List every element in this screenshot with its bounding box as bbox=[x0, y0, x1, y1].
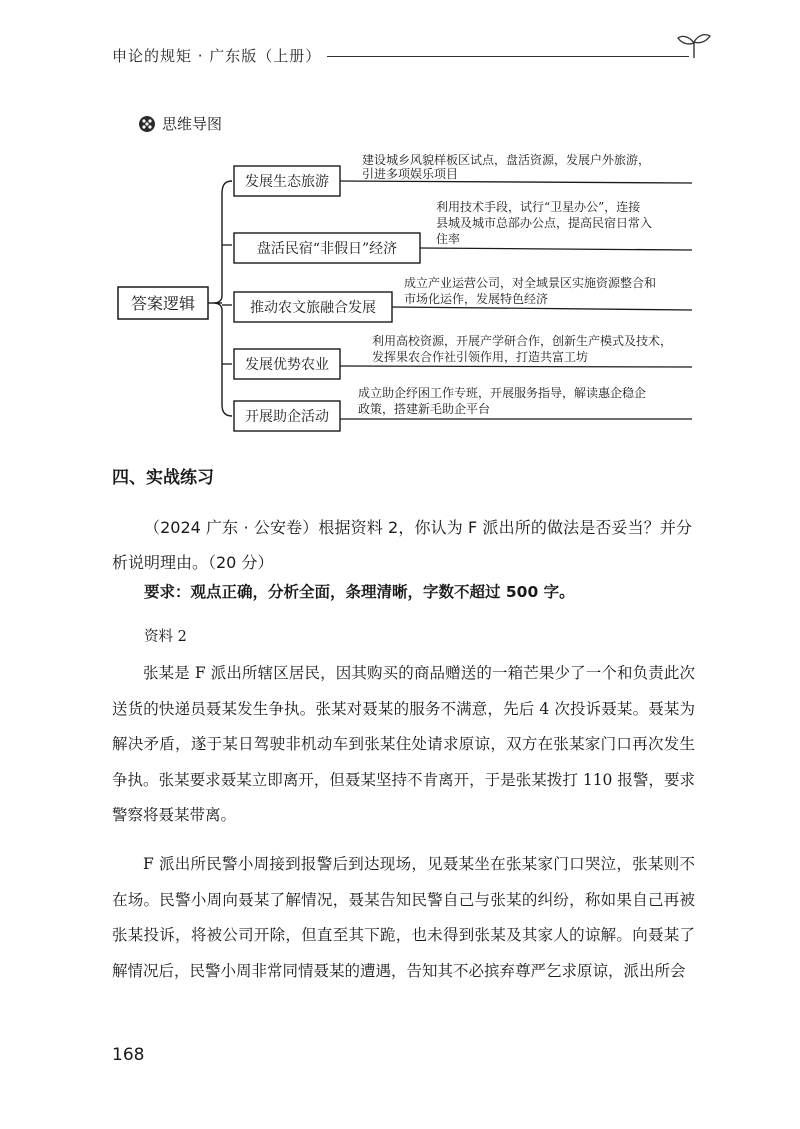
branch-note-line: 成立产业运营公司，对全域景区实施资源整合和 bbox=[404, 276, 657, 290]
branch-label: 发展生态旅游 bbox=[245, 174, 329, 190]
branch-label: 推动农文旅融合发展 bbox=[250, 300, 376, 316]
material-label: 资料 2 bbox=[144, 629, 187, 645]
mindmap-heading-text: 思维导图 bbox=[162, 115, 223, 133]
branch-4 bbox=[234, 333, 692, 379]
branch-3 bbox=[234, 275, 692, 322]
branch-5 bbox=[234, 385, 692, 431]
branch-note-line: 市场化运作，发展特色经济 bbox=[404, 292, 549, 306]
requirement-text: 要求：观点正确，分析全面，条理清晰，字数不超过 500 字。 bbox=[144, 583, 575, 601]
branch-note-line: 发挥果农合作社引领作用，打造共富工坊 bbox=[372, 350, 589, 364]
branch-label: 发展优势农业 bbox=[245, 357, 329, 373]
branch-1 bbox=[234, 152, 692, 196]
branch-note-line: 县城及城市总部办公点，提高民宿日常入 bbox=[436, 216, 653, 230]
branch-label: 开展助企活动 bbox=[245, 409, 329, 425]
question-text: （2024 广东 · 公安卷）根据资料 2，你认为 F 派出所的做法是否妥当？并分析说明理由。（20 分） bbox=[112, 518, 692, 572]
section-title: 四、实战练习 bbox=[112, 468, 214, 488]
branch-note-line: 住率 bbox=[436, 232, 461, 246]
page-number: 168 bbox=[112, 1045, 145, 1065]
material-paragraph-2: F 派出所民警小周接到报警后到达现场，见聂某坐在张某家门口哭泣，张某则不在场。民警小周向聂某了解情况，聂某告知民警自己与张某的纠纷，称如果自己再被张某投诉，将被公司开除，但直至其下跪，也未得到张某及其家人的谅解。向聂某了解情况后，民警小周非常同情聂某的遭遇，告知其不必摈弃尊严乞求原谅，派出所会 bbox=[112, 855, 695, 980]
branch-label: 盘活民宿“非假日”经济 bbox=[256, 241, 398, 257]
branch-note-line: 利用技术手段，试行“卫星办公”，连接 bbox=[436, 200, 641, 214]
branch-note-line: 成立助企纾困工作专班，开展服务指导，解读惠企稳企 bbox=[358, 386, 647, 400]
branch-2 bbox=[234, 199, 692, 263]
root-label: 答案逻辑 bbox=[130, 294, 196, 313]
mind-map bbox=[0, 0, 800, 460]
branch-note-line: 建设城乡风貌样板区试点，盘活资源，发展户外旅游， bbox=[362, 153, 651, 167]
branch-note-line: 引进多项娱乐项目 bbox=[362, 167, 459, 181]
branch-note-line: 利用高校资源，开展产学研合作，创新生产模式及技术， bbox=[372, 334, 673, 348]
running-header-title: 申论的规矩 · 广东版（上册） bbox=[112, 47, 322, 65]
branch-note-line: 政策，搭建新毛助企平台 bbox=[358, 402, 491, 416]
material-paragraph-1: 张某是 F 派出所辖区居民，因其购买的商品赠送的一箱芒果少了一个和负责此次送货的快递员聂某发生争执。张某对聂某的服务不满意，先后 4 次投诉聂某。聂某为解决矛盾，遂于某日驾驶非机动车到张某住处请求原谅，双方在张某家门口再次发生争执。张某要求聂某立即离开，但聂某坚持不肯离开，于是张某拨打 110 报警，要求警察将聂某带离。 bbox=[112, 664, 695, 824]
